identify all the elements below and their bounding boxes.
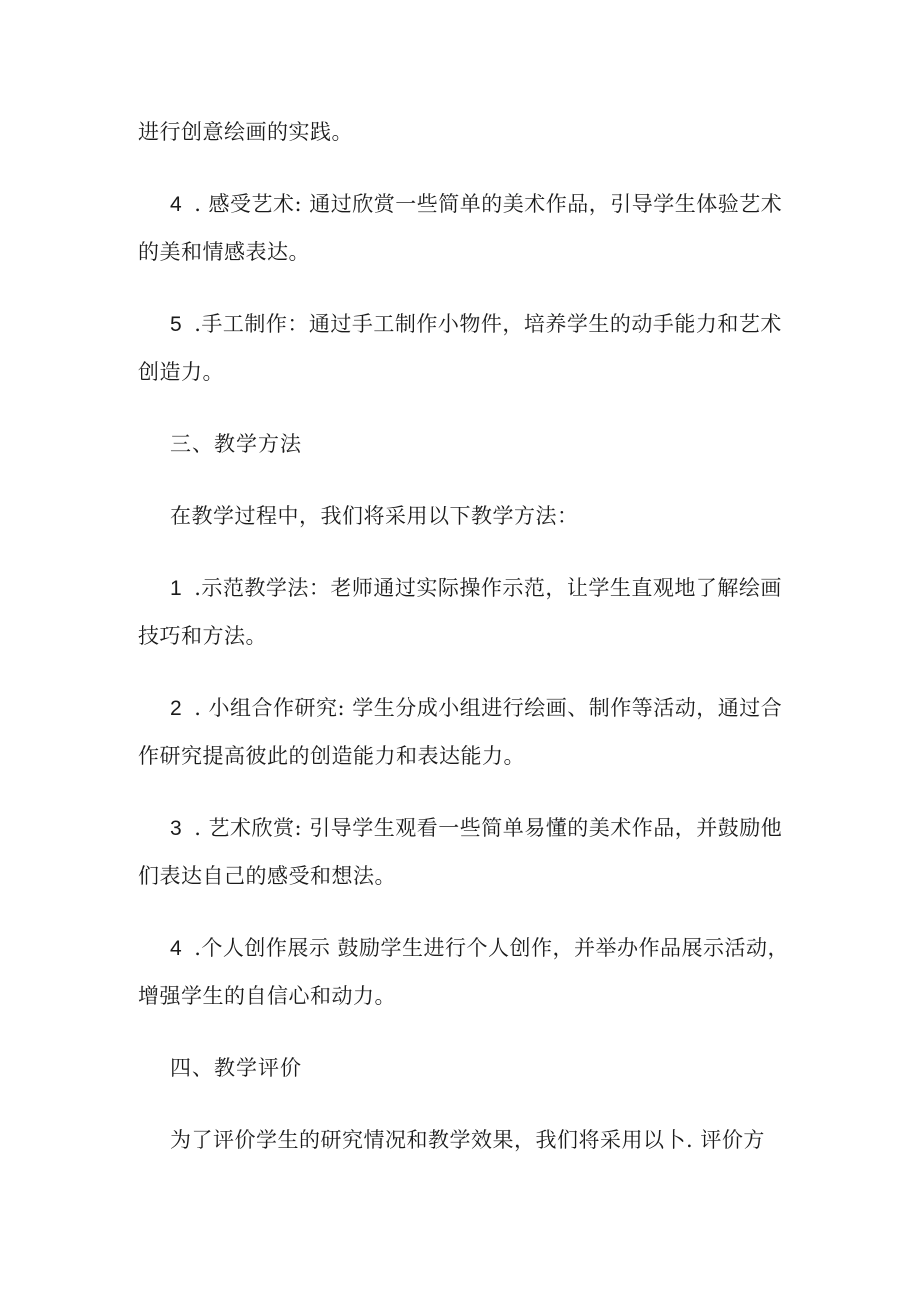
text-line: 为了评价学生的研究情况和教学效果，我们将采用以卜. 评价方 bbox=[170, 1128, 765, 1152]
text-line: . 感受艺术: 通过欣赏一些简单的美术作品，引导学生体验艺术 bbox=[194, 192, 783, 216]
section-heading-teaching-evaluation bbox=[138, 1044, 790, 1092]
paragraph-evaluation-intro bbox=[138, 1116, 790, 1164]
paragraph-item-5-handcraft bbox=[138, 300, 790, 396]
text-line: 的美和情感表达。 bbox=[138, 240, 310, 264]
text-line: .示范教学法：老师通过实际操作示范，让学生直观地了解绘画 bbox=[194, 576, 782, 600]
text-line: 作研究提高彼此的创造能力和表达能力。 bbox=[138, 744, 525, 768]
section-heading: 四、教学评价 bbox=[170, 1056, 302, 1080]
text-line: .个人创作展示 鼓励学生进行个人创作，并举办作品展示活动， bbox=[194, 936, 790, 960]
list-number: 5 bbox=[170, 313, 183, 336]
text-line: 增强学生的自信心和动力。 bbox=[138, 984, 396, 1008]
paragraph-method-1-demonstration bbox=[138, 564, 790, 660]
paragraph-methods-intro bbox=[138, 492, 790, 540]
list-number: 4 bbox=[170, 937, 183, 960]
text-line: 们表达自己的感受和想法。 bbox=[138, 864, 396, 888]
document-page bbox=[138, 108, 790, 1164]
text-line: . 艺术欣赏: 引导学生观看一些简单易懂的美术作品，并鼓励他 bbox=[194, 816, 783, 840]
section-heading: 三、教学方法 bbox=[170, 432, 302, 456]
paragraph-method-3-appreciation bbox=[138, 804, 790, 900]
text-line: 技巧和方法。 bbox=[138, 624, 267, 648]
paragraph-item-4-feel-art bbox=[138, 180, 790, 276]
text-line: 创造力。 bbox=[138, 360, 224, 384]
text-line: . 小组合作研究: 学生分成小组进行绘画、制作等活动，通过合 bbox=[194, 696, 783, 720]
text-line: .手工制作：通过手工制作小物件，培养学生的动手能力和艺术 bbox=[194, 312, 782, 336]
paragraph-method-2-group-study bbox=[138, 684, 790, 780]
paragraph-0 bbox=[138, 108, 790, 156]
list-number: 2 bbox=[170, 697, 183, 720]
text-line: 在教学过程中，我们将采用以下教学方法： bbox=[170, 504, 579, 528]
list-number: 1 bbox=[170, 577, 183, 600]
section-heading-teaching-methods bbox=[138, 420, 790, 468]
paragraph-method-4-exhibition bbox=[138, 924, 790, 1020]
list-number: 4 bbox=[170, 193, 183, 216]
text-line: 进行创意绘画的实践。 bbox=[138, 120, 353, 144]
list-number: 3 bbox=[170, 817, 183, 840]
